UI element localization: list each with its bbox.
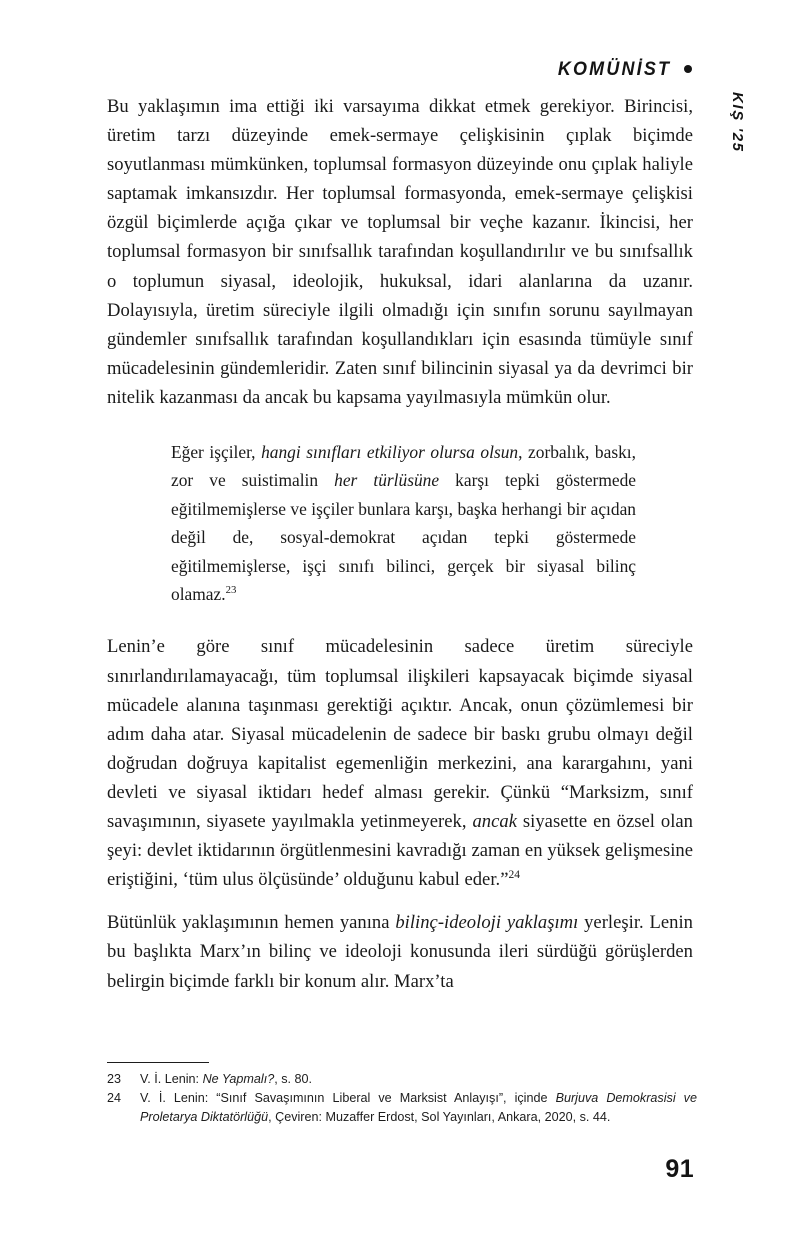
paragraph-third-text-2: yerleşir. Lenin bu başlıkta Marx’ın bilinç ve ideoloji konusunda ileri sürdüğü görüşlerden belirgin biçimde farklı bir konum alır. Marx’ta <box>107 912 693 992</box>
footnote-italic-1: Ne Yapmalı? <box>202 1072 275 1086</box>
block-quote <box>107 438 693 608</box>
footnote-text <box>140 1070 697 1088</box>
footnote-text-2: , s. 80. <box>274 1072 313 1086</box>
article-body <box>107 92 693 996</box>
paragraph-first <box>107 92 693 412</box>
journal-title: KOMÜNİST <box>557 57 671 80</box>
footnote-text-2: , Çeviren: Muzaffer Erdost, Sol Yayınları, Ankara, 2020, s. 44. <box>268 1109 611 1124</box>
footnote-text-1: V. İ. Lenin: “Sınıf Savaşımının Liberal ve Marksist Anlayışı”, içinde <box>140 1091 556 1106</box>
footnote-separator-rule <box>107 1062 209 1063</box>
paragraph-third-text-1: Bütünlük yaklaşımının hemen yanına <box>107 912 396 934</box>
running-header <box>548 56 692 82</box>
page-number: 91 <box>665 1155 694 1183</box>
paragraph-third-italic-1: bilinç-ideoloji yaklaşımı <box>395 912 579 934</box>
quote-italic-1: hangi sınıfları etkiliyor olursa olsun <box>261 442 519 463</box>
bullet-dot-icon <box>684 65 692 73</box>
paragraph-first-text: Bu yaklaşımın ima ettiği iki varsayıma dikkat etmek gerekiyor. Birincisi, üretim tarzı düzeyinde emek-sermaye çelişkisinin çıplak biçimde soyutlanması mümkünken, toplumsal formasyon düzeyinde onu çıplak haliyle saptamak imkansızdır. Her toplumsal formasyonda, emek-sermaye çelişkisi özgül biçimlerde açığa çıkar ve toplumsal bir veçhe kazanır. İkincisi, her toplumsal formasyon bir sınıfsallık tarafından koşullandırılır ve bu sınıfsallık o toplumun siyasal, ideolojik, hukuksal, idari alanlarına da uzanır. Dolayısıyla, üretim süreciyle ilgili olmadığı için sınıfın sorunu sayılmayan gündemler sınıfsallık tarafından koşullandıkları için esasında tümüyle sınıf mücadelesinin gündemleridir. Zaten sınıf bilincinin siyasal ya da devrimci bir nitelik kazanması da ancak bu kapsama yayılmasıyla mümkün olur. <box>107 96 693 408</box>
footnote-number: 24 <box>107 1091 122 1106</box>
footnote-item <box>107 1089 697 1126</box>
footnote-item <box>107 1070 697 1088</box>
issue-label-vertical <box>716 92 746 182</box>
footnote-text-1: V. İ. Lenin: <box>140 1072 203 1086</box>
quote-text-3: karşı tepki göstermede eğitilmemişlerse ve işçiler bunlara karşı, başka herhangi bir açıdan değil de, sosyal-demokrat açıdan tepki göstermede eğitilmemişlerse, işçi sınıfı bilinci, gerçek bir siyasal bilinç olamaz. <box>171 470 637 605</box>
quote-text-2: , zorbalık, baskı, zor ve suistimalin <box>171 442 636 491</box>
issue-label: KIŞ '25 <box>729 92 746 153</box>
footnote-ref-24[interactable]: 24 <box>508 869 521 882</box>
paragraph-third <box>107 908 693 995</box>
quote-text-1: Eğer işçiler, <box>171 442 262 463</box>
paragraph-second-text-2: siyasette en özsel olan şeyi: devlet iktidarının örgütlenmesini kavradığı zaman en yüksek gelişmesine eriştiğini, ‘tüm ulus ölçüsünde’ olduğunu kabul eder.” <box>107 811 693 891</box>
quote-italic-2: her türlüsüne <box>334 470 440 491</box>
footnote-ref-23[interactable]: 23 <box>225 584 237 597</box>
footnote-italic-1: Burjuva Demokrasisi ve Proletarya Diktatörlüğü <box>140 1091 697 1124</box>
footnotes-area <box>107 1062 697 1127</box>
paragraph-second-italic-1: ancak <box>472 811 517 833</box>
footnote-text <box>140 1089 697 1126</box>
footnote-number: 23 <box>107 1072 122 1086</box>
paragraph-second <box>107 632 693 894</box>
paragraph-second-text-1: Lenin’e göre sınıf mücadelesinin sadece üretim süreciyle sınırlandırılamayacağı, tüm toplumsal ilişkileri kapsayacak biçimde siyasal mücadele alanına taşınması gerektiği açıktır. Ancak, onun çözümlemesi bir adım daha atar. Siyasal mücadelenin de sadece bir baskı grubu olmayı değil doğrudan doğruya kapitalist egemenliğin merkezini, ana karargahını, yani devleti ve siyasal iktidarı hedef alması gerekir. Çünkü “Marksizm, sınıf savaşımının, siyasete yayılmakla yetinmeyerek, <box>107 636 693 833</box>
